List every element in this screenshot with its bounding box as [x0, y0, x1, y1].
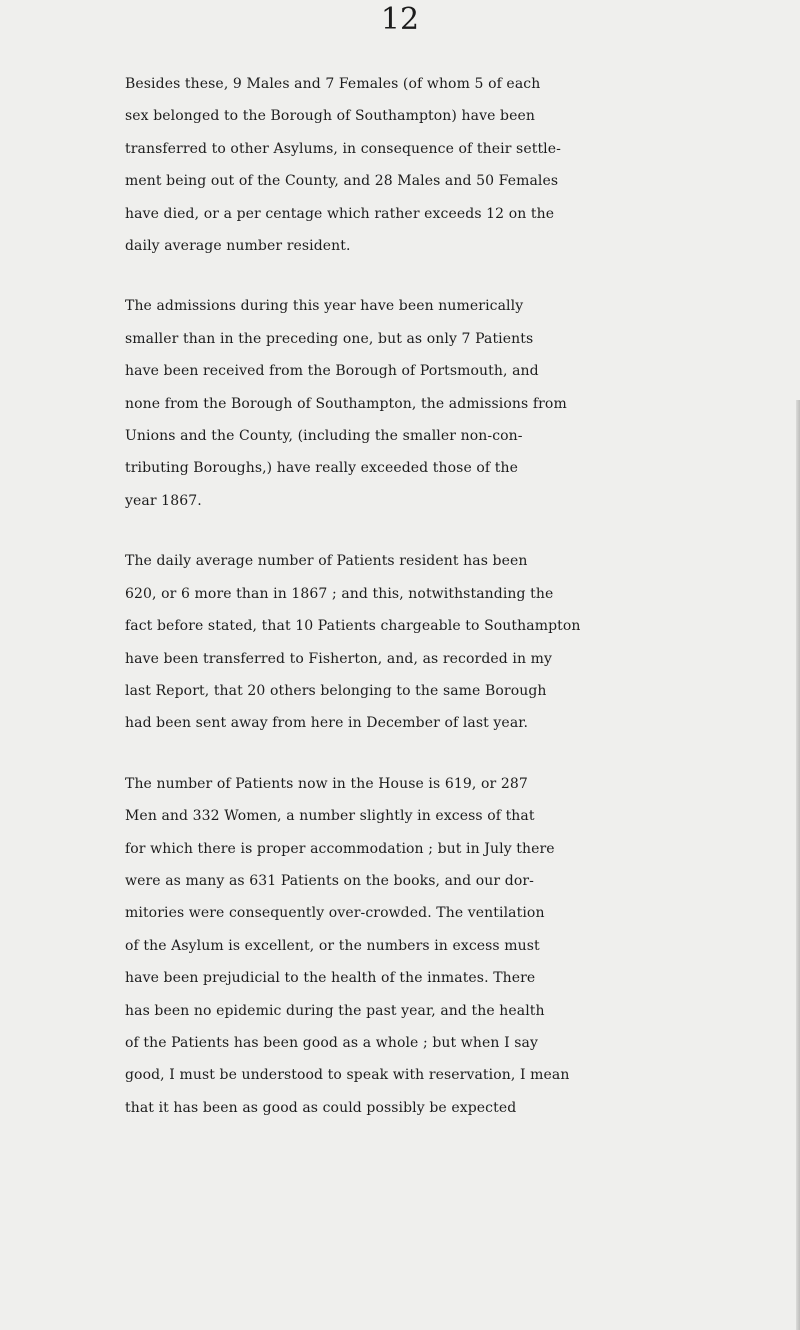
text-line: Unions and the County, (including the smaller non-con-	[125, 428, 523, 445]
text-line: ment being out of the County, and 28 Males and 50 Females	[125, 173, 559, 190]
paragraph-1	[125, 68, 800, 262]
paragraph-4	[125, 768, 800, 1124]
text-line: The number of Patients now in the House is 619, or 287	[125, 775, 528, 792]
text-line: mitories were consequently over-crowded. The ventilation	[125, 905, 545, 922]
text-line: last Report, that 20 others belonging to the same Borough	[125, 682, 547, 699]
paragraph-2	[125, 290, 800, 517]
text-line: for which there is proper accommodation ; but in July there	[125, 840, 555, 857]
text-line: none from the Borough of Southampton, the admissions from	[125, 395, 567, 412]
text-line: of the Asylum is excellent, or the numbers in excess must	[125, 937, 540, 954]
page-edge-shadow	[796, 400, 800, 1330]
text-line: smaller than in the preceding one, but as only 7 Patients	[125, 330, 534, 347]
text-line: of the Patients has been good as a whole ; but when I say	[125, 1034, 538, 1051]
text-line: daily average number resident.	[125, 238, 351, 255]
text-line: The daily average number of Patients resident has been	[125, 553, 528, 570]
body-text	[125, 68, 800, 1152]
text-line: have been received from the Borough of Portsmouth, and	[125, 363, 539, 380]
text-line: tributing Boroughs,) have really exceeded those of the	[125, 460, 518, 477]
text-line: have been transferred to Fisherton, and, as recorded in my	[125, 650, 553, 667]
paragraph-3	[125, 545, 800, 739]
text-line: has been no epidemic during the past year, and the health	[125, 1002, 545, 1019]
page-number: 12	[380, 2, 420, 37]
text-line: had been sent away from here in December of last year.	[125, 715, 529, 732]
text-line: transferred to other Asylums, in consequence of their settle-	[125, 140, 561, 157]
text-line: The admissions during this year have been numerically	[125, 298, 524, 315]
text-line: good, I must be understood to speak with reservation, I mean	[125, 1067, 570, 1084]
text-line: have died, or a per centage which rather exceeds 12 on the	[125, 205, 555, 222]
text-line: have been prejudicial to the health of the inmates. There	[125, 970, 536, 987]
text-line: sex belonged to the Borough of Southampton) have been	[125, 108, 535, 125]
text-line: fact before stated, that 10 Patients chargeable to Southampton	[125, 618, 581, 635]
text-line: year 1867.	[125, 492, 202, 509]
text-line: Men and 332 Women, a number slightly in excess of that	[125, 808, 535, 825]
text-line: were as many as 631 Patients on the books, and our dor-	[125, 872, 534, 889]
text-line: that it has been as good as could possibly be expected	[125, 1099, 517, 1116]
text-line: 620, or 6 more than in 1867 ; and this, notwithstanding the	[125, 585, 554, 602]
text-line: Besides these, 9 Males and 7 Females (of whom 5 of each	[125, 76, 541, 92]
